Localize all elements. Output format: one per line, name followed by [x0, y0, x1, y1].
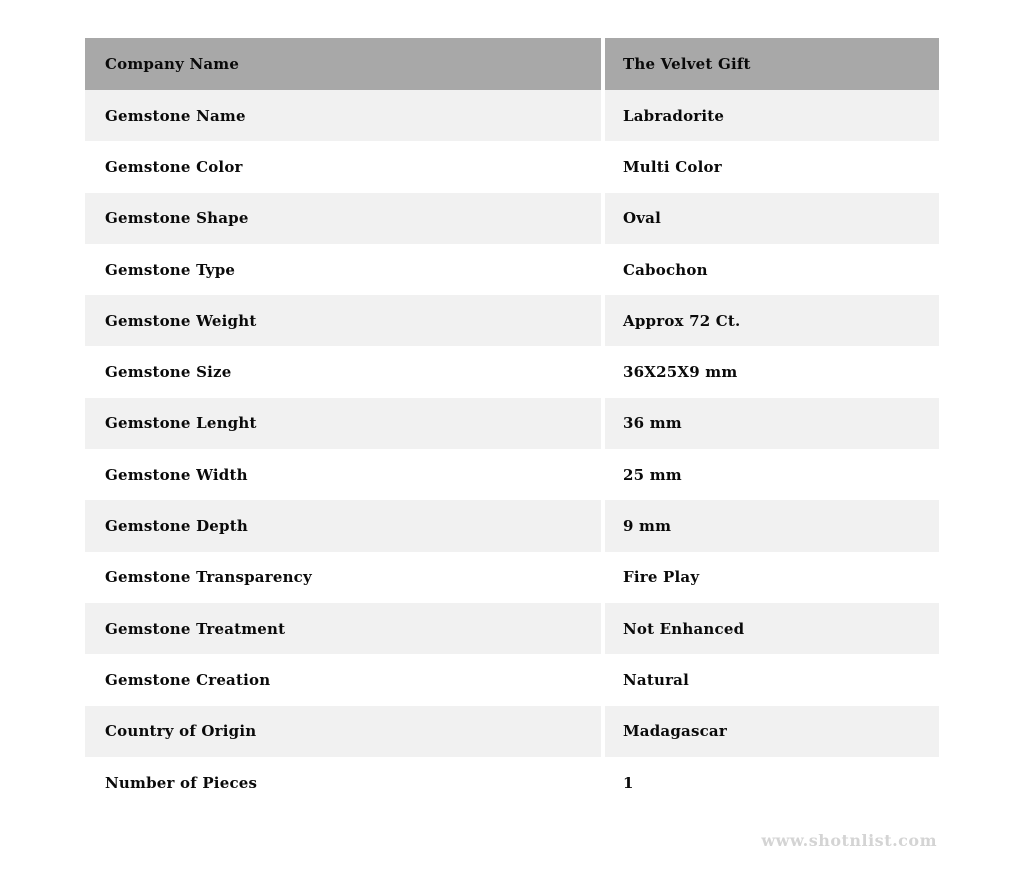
row-value: 36 mm: [605, 398, 939, 449]
row-value: Oval: [605, 193, 939, 244]
gemstone-spec-table: [85, 38, 939, 808]
row-value: Labradorite: [605, 90, 939, 141]
row-label: Gemstone Lenght: [85, 398, 601, 449]
header-value: The Velvet Gift: [605, 38, 939, 90]
row-value: Approx 72 Ct.: [605, 295, 939, 346]
row-value: 9 mm: [605, 500, 939, 551]
row-value: 25 mm: [605, 449, 939, 500]
header-label: Company Name: [85, 38, 601, 90]
table-row: [85, 193, 939, 244]
row-value: Natural: [605, 654, 939, 705]
row-label: Gemstone Transparency: [85, 552, 601, 603]
table-row: [85, 398, 939, 449]
table-row: [85, 244, 939, 295]
table-row: [85, 654, 939, 705]
table-row: [85, 757, 939, 808]
row-value: Not Enhanced: [605, 603, 939, 654]
table-row: [85, 449, 939, 500]
row-label: Gemstone Size: [85, 346, 601, 397]
table-header-row: [85, 38, 939, 90]
row-label: Number of Pieces: [85, 757, 601, 808]
row-label: Gemstone Shape: [85, 193, 601, 244]
row-label: Gemstone Creation: [85, 654, 601, 705]
row-label: Gemstone Treatment: [85, 603, 601, 654]
row-label: Gemstone Type: [85, 244, 601, 295]
row-value: 36X25X9 mm: [605, 346, 939, 397]
table-row: [85, 603, 939, 654]
row-label: Gemstone Name: [85, 90, 601, 141]
row-value: Multi Color: [605, 141, 939, 192]
table-row: [85, 141, 939, 192]
row-label: Gemstone Color: [85, 141, 601, 192]
table-row: [85, 90, 939, 141]
watermark-text: www.shotnlist.com: [761, 831, 937, 850]
row-label: Gemstone Depth: [85, 500, 601, 551]
row-value: 1: [605, 757, 939, 808]
table-row: [85, 500, 939, 551]
row-value: Fire Play: [605, 552, 939, 603]
row-label: Country of Origin: [85, 706, 601, 757]
spec-table-body: [85, 90, 939, 808]
row-value: Madagascar: [605, 706, 939, 757]
table-row: [85, 552, 939, 603]
table-row: [85, 346, 939, 397]
row-label: Gemstone Width: [85, 449, 601, 500]
row-label: Gemstone Weight: [85, 295, 601, 346]
table-row: [85, 295, 939, 346]
table-row: [85, 706, 939, 757]
row-value: Cabochon: [605, 244, 939, 295]
